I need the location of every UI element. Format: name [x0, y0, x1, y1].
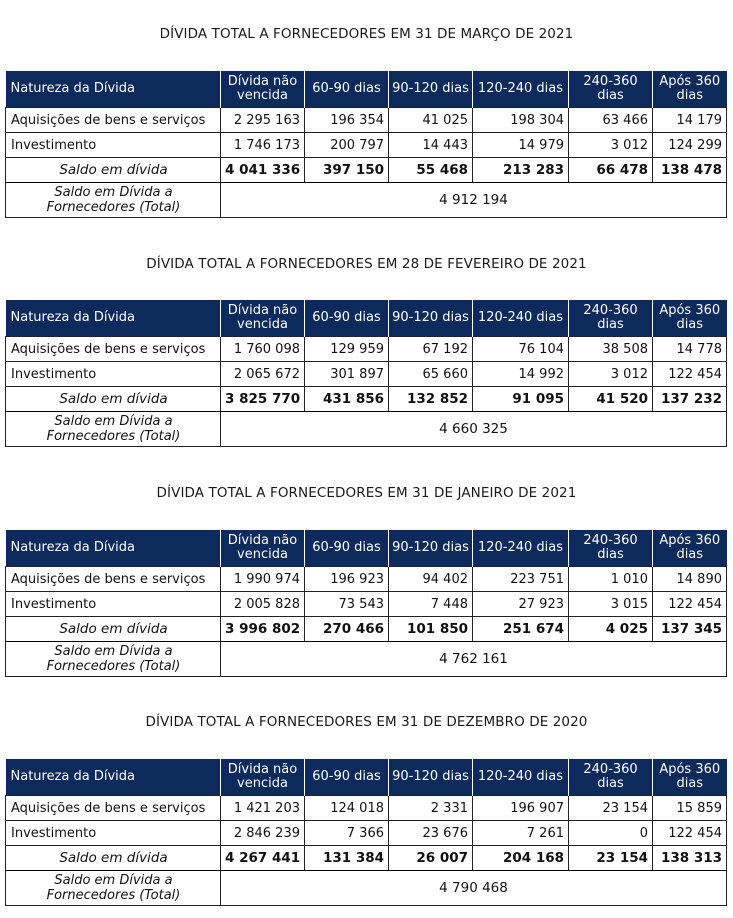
saldo-value: 4 041 336 [221, 158, 305, 183]
value-cell: 2 331 [389, 796, 473, 821]
value-cell: 1 746 173 [221, 133, 305, 158]
value-cell: 200 797 [305, 133, 389, 158]
value-cell: 14 992 [473, 362, 569, 387]
value-cell: 14 778 [653, 337, 727, 362]
value-cell: 27 923 [473, 592, 569, 617]
column-header: Natureza da Dívida [6, 71, 221, 108]
saldo-value: 4 025 [569, 617, 653, 642]
saldo-value: 4 267 441 [221, 846, 305, 871]
saldo-value: 55 468 [389, 158, 473, 183]
saldo-row [6, 617, 727, 642]
value-cell: 124 299 [653, 133, 727, 158]
column-header: Dívida não vencida [221, 530, 305, 567]
saldo-value: 397 150 [305, 158, 389, 183]
header-row [6, 530, 727, 567]
total-value: 4 790 468 [221, 871, 727, 906]
saldo-row [6, 846, 727, 871]
row-label: Aquisições de bens e serviços [6, 567, 221, 592]
table-row [6, 337, 727, 362]
value-cell: 14 443 [389, 133, 473, 158]
total-value: 4 762 161 [221, 642, 727, 677]
column-header: Após 360 dias [653, 759, 727, 796]
column-header: 120-240 dias [473, 300, 569, 337]
column-header: Após 360 dias [653, 300, 727, 337]
value-cell: 122 454 [653, 592, 727, 617]
value-cell: 1 990 974 [221, 567, 305, 592]
value-cell: 2 846 239 [221, 821, 305, 846]
value-cell: 1 760 098 [221, 337, 305, 362]
debt-table-section [5, 759, 726, 906]
total-row [6, 871, 727, 906]
column-header: 90-120 dias [389, 71, 473, 108]
value-cell: 23 676 [389, 821, 473, 846]
value-cell: 1 421 203 [221, 796, 305, 821]
column-header: Dívida não vencida [221, 300, 305, 337]
saldo-label: Saldo em dívida [6, 617, 221, 642]
saldo-value: 3 825 770 [221, 387, 305, 412]
value-cell: 129 959 [305, 337, 389, 362]
total-label: Saldo em Dívida a Fornecedores (Total) [6, 871, 221, 906]
value-cell: 196 923 [305, 567, 389, 592]
value-cell: 38 508 [569, 337, 653, 362]
table-row [6, 567, 727, 592]
header-row [6, 759, 727, 796]
total-value: 4 912 194 [221, 183, 727, 218]
header-row [6, 300, 727, 337]
row-label: Aquisições de bens e serviços [6, 796, 221, 821]
saldo-value: 431 856 [305, 387, 389, 412]
debt-table [5, 530, 727, 677]
saldo-label: Saldo em dívida [6, 387, 221, 412]
saldo-label: Saldo em dívida [6, 846, 221, 871]
saldo-row [6, 158, 727, 183]
total-label: Saldo em Dívida a Fornecedores (Total) [6, 183, 221, 218]
total-label: Saldo em Dívida a Fornecedores (Total) [6, 642, 221, 677]
table-row [6, 362, 727, 387]
total-label: Saldo em Dívida a Fornecedores (Total) [6, 412, 221, 447]
column-header: Natureza da Dívida [6, 530, 221, 567]
saldo-value: 137 232 [653, 387, 727, 412]
value-cell: 196 907 [473, 796, 569, 821]
saldo-value: 101 850 [389, 617, 473, 642]
saldo-value: 138 478 [653, 158, 727, 183]
saldo-value: 23 154 [569, 846, 653, 871]
table-title: DÍVIDA TOTAL A FORNECEDORES EM 31 DE DEZEMBRO DE 2020 [145, 714, 588, 730]
row-label: Investimento [6, 362, 221, 387]
table-row [6, 108, 727, 133]
column-header: 240-360 dias [569, 530, 653, 567]
value-cell: 41 025 [389, 108, 473, 133]
saldo-value: 132 852 [389, 387, 473, 412]
saldo-value: 26 007 [389, 846, 473, 871]
column-header: 120-240 dias [473, 71, 569, 108]
column-header: Natureza da Dívida [6, 759, 221, 796]
debt-table [5, 300, 727, 447]
column-header: Após 360 dias [653, 530, 727, 567]
saldo-value: 91 095 [473, 387, 569, 412]
debt-table-section [5, 71, 726, 218]
debt-table [5, 759, 727, 906]
value-cell: 7 448 [389, 592, 473, 617]
value-cell: 3 012 [569, 133, 653, 158]
row-label: Aquisições de bens e serviços [6, 108, 221, 133]
table-row [6, 592, 727, 617]
value-cell: 223 751 [473, 567, 569, 592]
value-cell: 122 454 [653, 821, 727, 846]
column-header: 120-240 dias [473, 759, 569, 796]
column-header: 240-360 dias [569, 759, 653, 796]
column-header: 60-90 dias [305, 71, 389, 108]
column-header: 120-240 dias [473, 530, 569, 567]
saldo-value: 213 283 [473, 158, 569, 183]
column-header: 90-120 dias [389, 759, 473, 796]
table-title: DÍVIDA TOTAL A FORNECEDORES EM 31 DE JANEIRO DE 2021 [156, 485, 577, 501]
table-title: DÍVIDA TOTAL A FORNECEDORES EM 28 DE FEVEREIRO DE 2021 [146, 256, 587, 272]
value-cell: 14 179 [653, 108, 727, 133]
value-cell: 122 454 [653, 362, 727, 387]
header-row [6, 71, 727, 108]
table-row [6, 821, 727, 846]
value-cell: 7 366 [305, 821, 389, 846]
value-cell: 15 859 [653, 796, 727, 821]
table-row [6, 796, 727, 821]
column-header: 60-90 dias [305, 759, 389, 796]
value-cell: 2 005 828 [221, 592, 305, 617]
saldo-value: 137 345 [653, 617, 727, 642]
saldo-value: 251 674 [473, 617, 569, 642]
debt-table [5, 71, 727, 218]
value-cell: 301 897 [305, 362, 389, 387]
value-cell: 94 402 [389, 567, 473, 592]
value-cell: 14 979 [473, 133, 569, 158]
column-header: 90-120 dias [389, 300, 473, 337]
total-row [6, 183, 727, 218]
value-cell: 196 354 [305, 108, 389, 133]
column-header: 90-120 dias [389, 530, 473, 567]
column-header: 240-360 dias [569, 300, 653, 337]
table-title: DÍVIDA TOTAL A FORNECEDORES EM 31 DE MARÇO DE 2021 [159, 26, 574, 42]
table-row [6, 133, 727, 158]
value-cell: 14 890 [653, 567, 727, 592]
value-cell: 1 010 [569, 567, 653, 592]
value-cell: 2 295 163 [221, 108, 305, 133]
saldo-row [6, 387, 727, 412]
value-cell: 23 154 [569, 796, 653, 821]
value-cell: 3 012 [569, 362, 653, 387]
value-cell: 65 660 [389, 362, 473, 387]
value-cell: 67 192 [389, 337, 473, 362]
value-cell: 0 [569, 821, 653, 846]
value-cell: 76 104 [473, 337, 569, 362]
value-cell: 3 015 [569, 592, 653, 617]
column-header: 60-90 dias [305, 530, 389, 567]
saldo-value: 138 313 [653, 846, 727, 871]
value-cell: 63 466 [569, 108, 653, 133]
value-cell: 2 065 672 [221, 362, 305, 387]
value-cell: 73 543 [305, 592, 389, 617]
value-cell: 198 304 [473, 108, 569, 133]
total-value: 4 660 325 [221, 412, 727, 447]
column-header: Dívida não vencida [221, 71, 305, 108]
column-header: Dívida não vencida [221, 759, 305, 796]
debt-table-section [5, 300, 726, 447]
total-row [6, 412, 727, 447]
total-row [6, 642, 727, 677]
saldo-value: 41 520 [569, 387, 653, 412]
row-label: Investimento [6, 821, 221, 846]
saldo-value: 131 384 [305, 846, 389, 871]
column-header: Após 360 dias [653, 71, 727, 108]
value-cell: 124 018 [305, 796, 389, 821]
saldo-label: Saldo em dívida [6, 158, 221, 183]
saldo-value: 66 478 [569, 158, 653, 183]
row-label: Investimento [6, 592, 221, 617]
column-header: 60-90 dias [305, 300, 389, 337]
saldo-value: 204 168 [473, 846, 569, 871]
saldo-value: 270 466 [305, 617, 389, 642]
row-label: Investimento [6, 133, 221, 158]
saldo-value: 3 996 802 [221, 617, 305, 642]
column-header: Natureza da Dívida [6, 300, 221, 337]
row-label: Aquisições de bens e serviços [6, 337, 221, 362]
column-header: 240-360 dias [569, 71, 653, 108]
debt-table-section [5, 530, 726, 677]
value-cell: 7 261 [473, 821, 569, 846]
